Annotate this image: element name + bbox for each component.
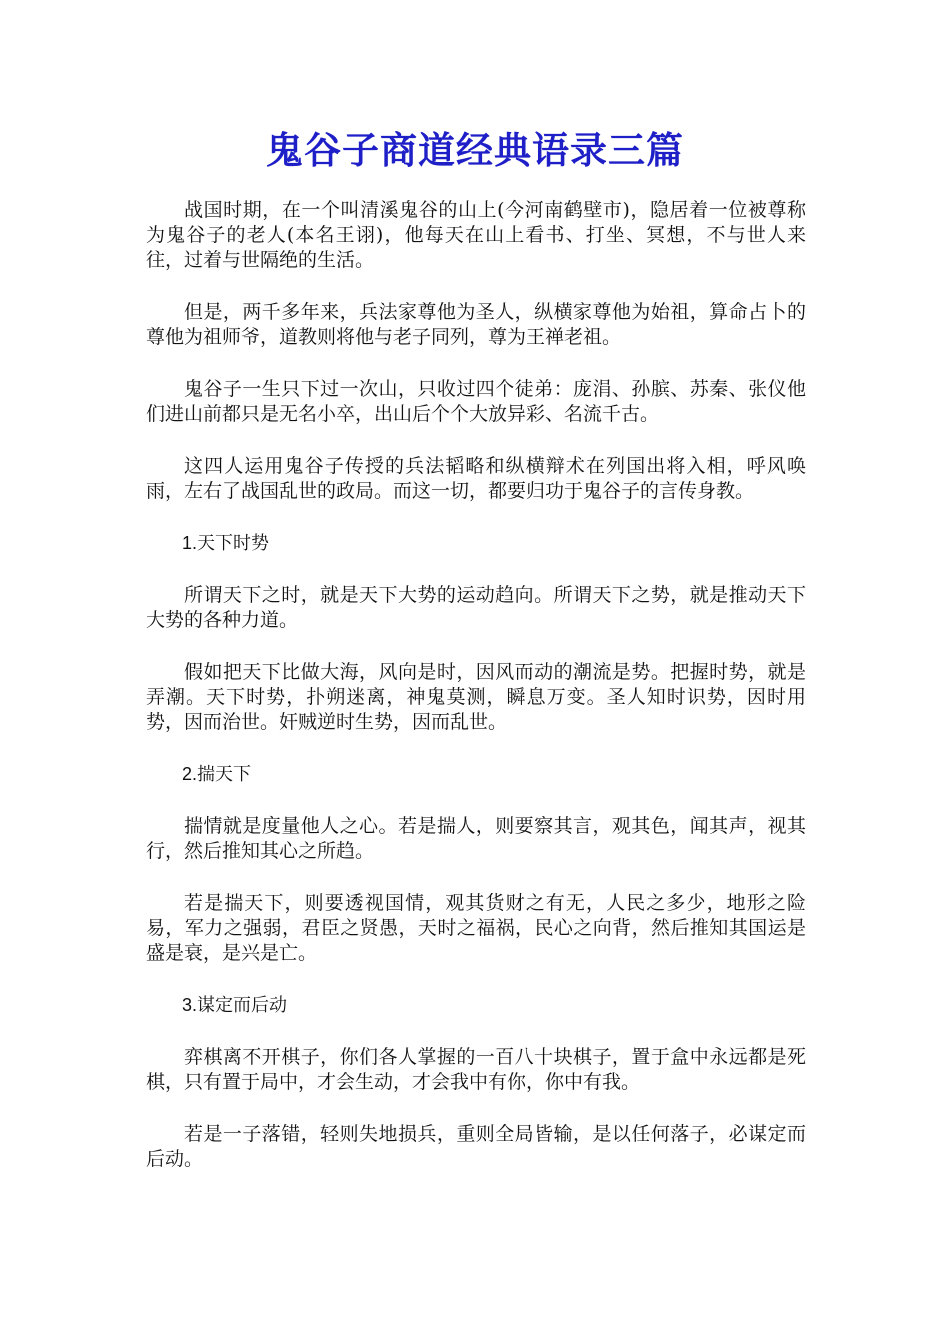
- section-heading: 1.天下时势: [182, 533, 270, 553]
- section-heading: 3.谋定而后动: [182, 995, 288, 1015]
- document-body: [146, 198, 806, 1199]
- paragraph: 这四人运用鬼谷子传授的兵法韬略和纵横辩术在列国出将入相，呼风唤雨，左右了战国乱世的政局。而这一切，都要归功于鬼谷子的言传身教。: [146, 455, 806, 502]
- paragraph: 若是一子落错，轻则失地损兵，重则全局皆输，是以任何落子，必谋定而后动。: [146, 1123, 806, 1170]
- paragraph: 战国时期，在一个叫清溪鬼谷的山上(今河南鹤壁市)，隐居着一位被尊称为鬼谷子的老人(本名王诩)，他每天在山上看书、打坐、冥想，不与世人来往，过着与世隔绝的生活。: [146, 199, 806, 271]
- paragraph: 弈棋离不开棋子，你们各人掌握的一百八十块棋子，置于盒中永远都是死棋，只有置于局中，才会生动，才会我中有你，你中有我。: [146, 1046, 806, 1093]
- paragraph: 但是，两千多年来，兵法家尊他为圣人，纵横家尊他为始祖，算命占卜的尊他为祖师爷，道教则将他与老子同列，尊为王禅老祖。: [146, 301, 806, 348]
- paragraph: 所谓天下之时，就是天下大势的运动趋向。所谓天下之势，就是推动天下大势的各种力道。: [146, 584, 806, 631]
- document-title: 鬼谷子商道经典语录三篇: [266, 128, 684, 172]
- paragraph: 若是揣天下，则要透视国情，观其货财之有无，人民之多少，地形之险易，军力之强弱，君臣之贤愚，天时之福祸，民心之向背，然后推知其国运是盛是衰，是兴是亡。: [146, 892, 806, 964]
- paragraph: 鬼谷子一生只下过一次山，只收过四个徒弟：庞涓、孙膑、苏秦、张仪他们进山前都只是无名小卒，出山后个个大放异彩、名流千古。: [146, 378, 806, 425]
- paragraph: 假如把天下比做大海，风向是时，因风而动的潮流是势。把握时势，就是弄潮。天下时势，扑朔迷离，神鬼莫测，瞬息万变。圣人知时识势，因时用势，因而治世。奸贼逆时生势，因而乱世。: [146, 661, 806, 733]
- section-heading: 2.揣天下: [182, 764, 252, 784]
- paragraph: 揣情就是度量他人之心。若是揣人，则要察其言，观其色，闻其声，视其行，然后推知其心之所趋。: [146, 815, 806, 862]
